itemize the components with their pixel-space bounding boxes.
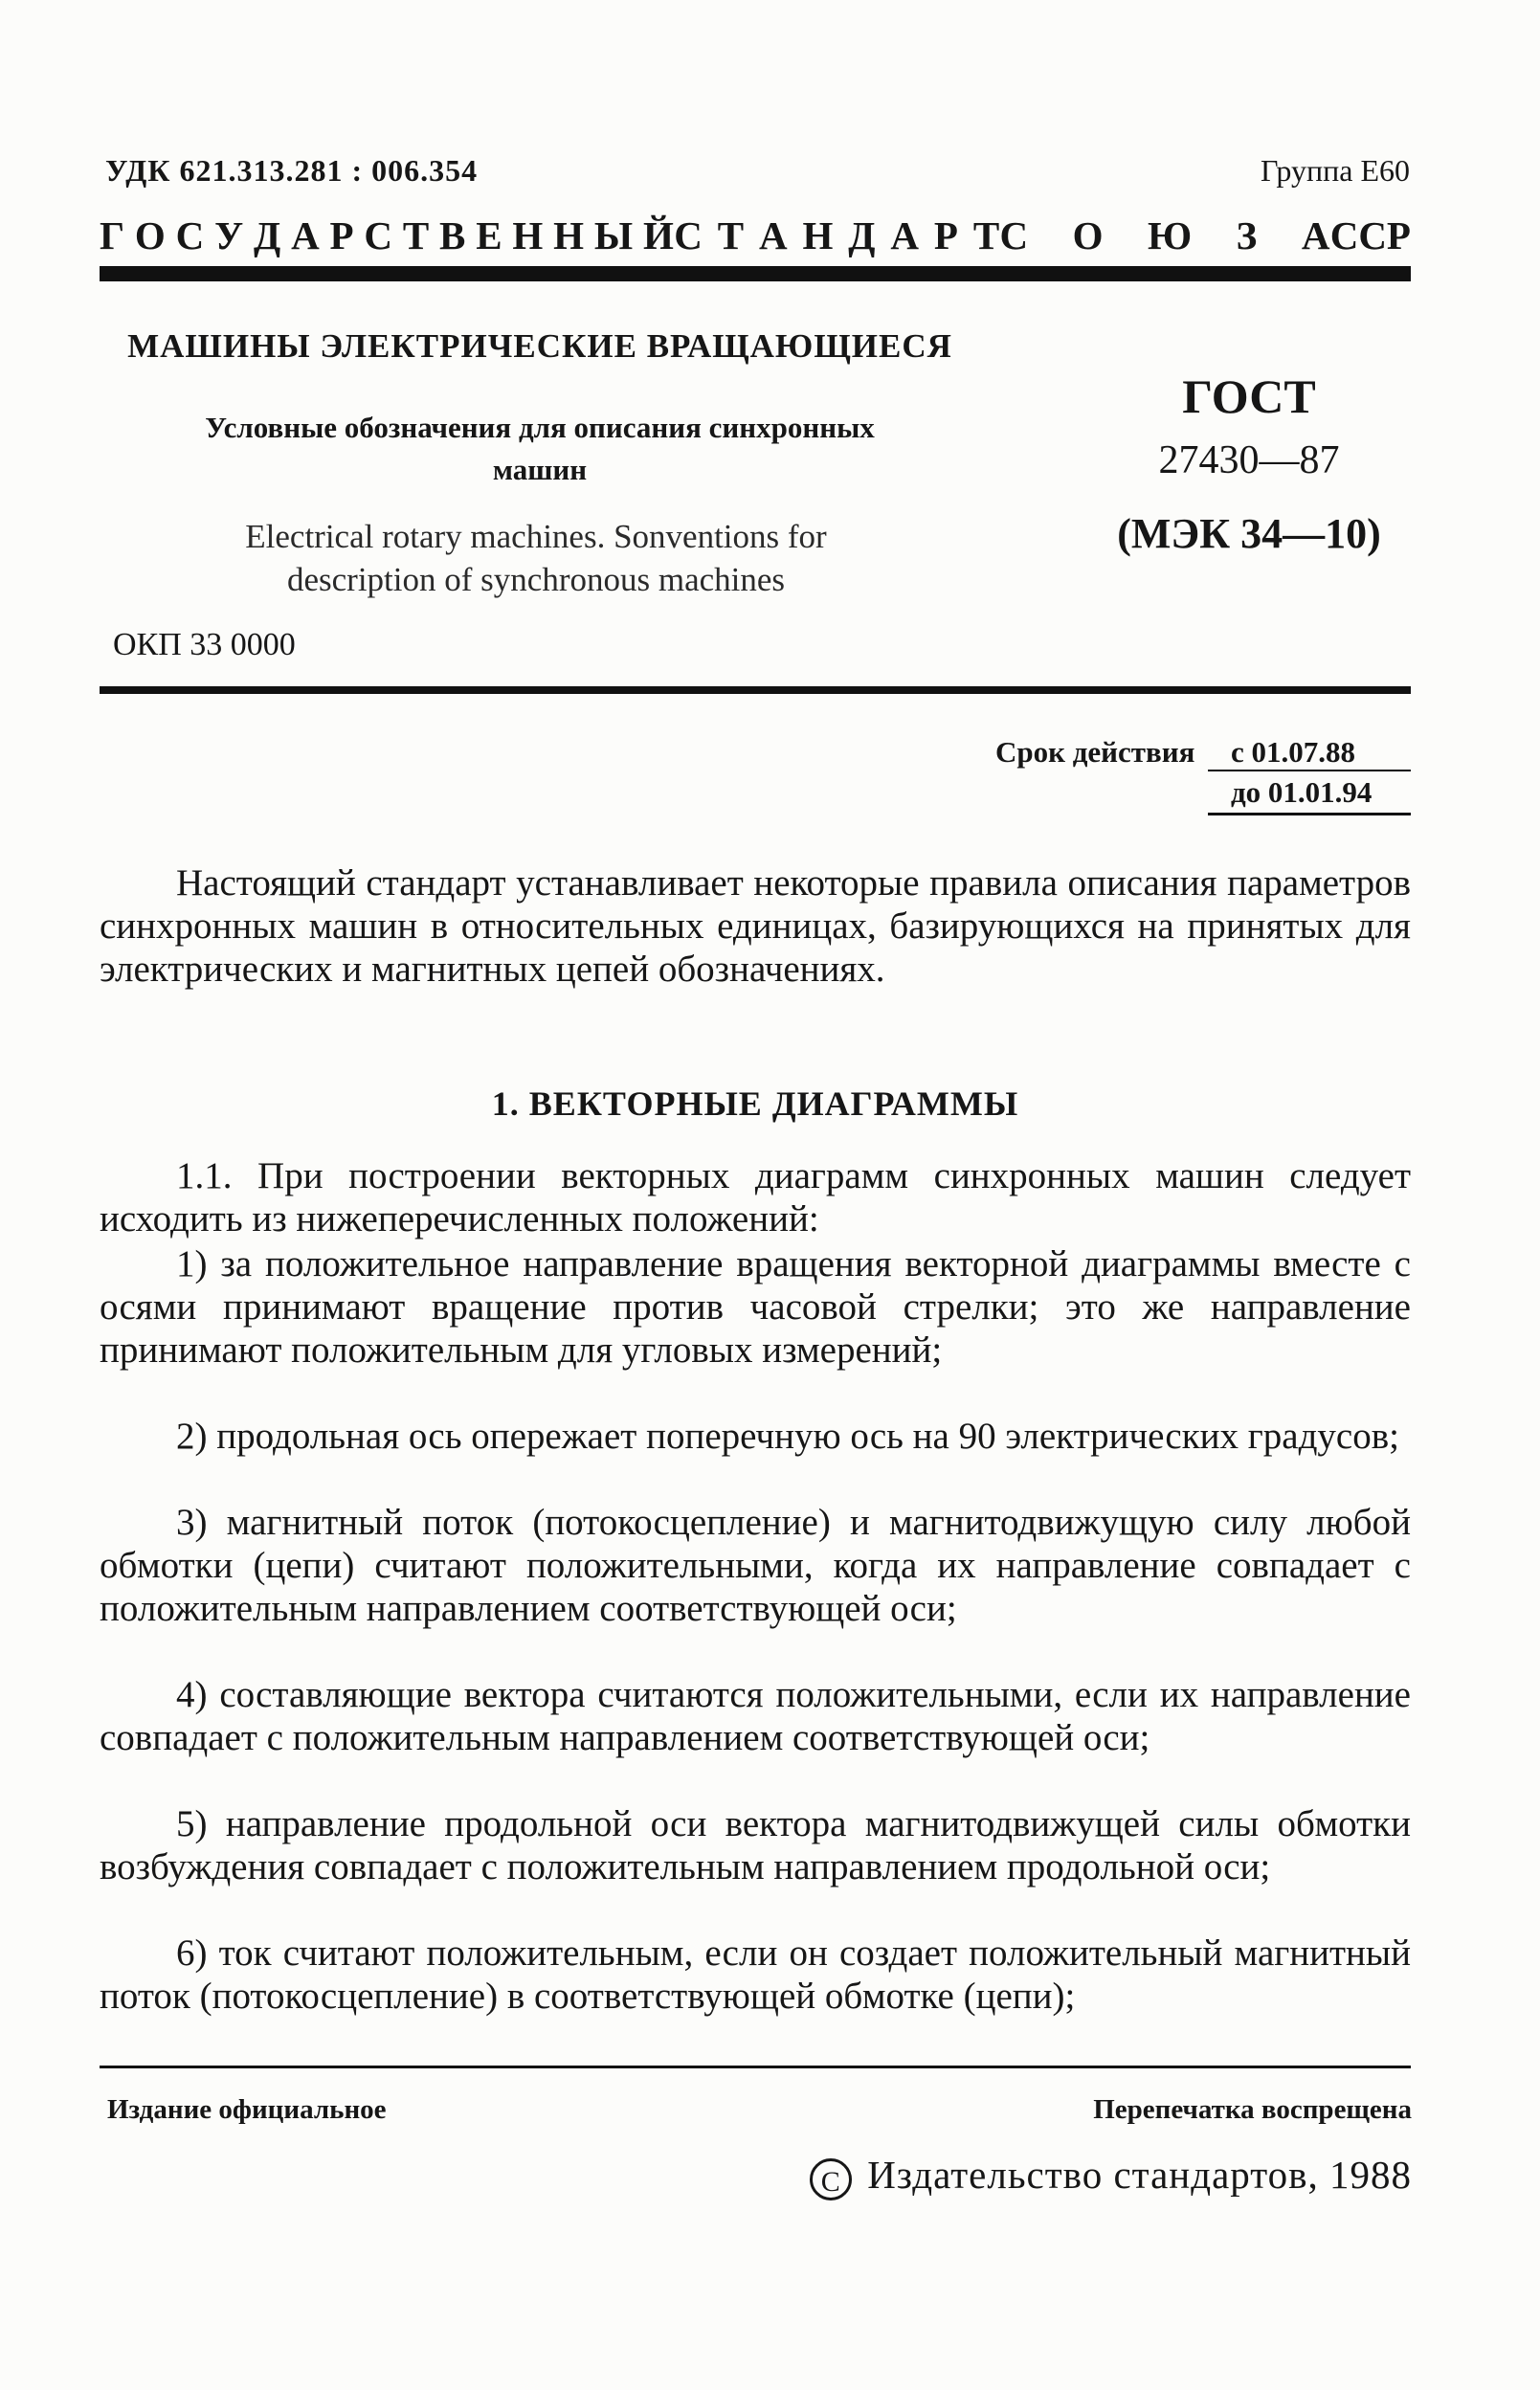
heading-letter: Р: [1386, 213, 1411, 257]
state-standard-heading: [100, 212, 1411, 258]
list-item: 2) продольная ось опережает поперечную ось на 90 электрических градусов;: [176, 1416, 1399, 1457]
heading-letter: Т: [402, 213, 430, 257]
footer-rule: [100, 2066, 1411, 2068]
heading-letter: Г: [100, 213, 125, 257]
validity-to: до 01.01.94: [1231, 775, 1373, 809]
document-subtitle: Условные обозначения для описания синхронных машин: [205, 411, 875, 486]
heading-letter: Е: [476, 213, 502, 257]
heading-letter: Р: [329, 213, 354, 257]
iec-reference: (МЭК 34—10): [1117, 510, 1381, 557]
reprint-prohibited-note: Перепечатка воспрещена: [1093, 2094, 1412, 2125]
heading-letter: Й: [642, 213, 674, 257]
english-title: Electrical rotary machines. Sonventions for description of synchronous machines: [245, 518, 827, 598]
list-item: 5) направление продольной оси вектора магнитодвижущей силы обмотки возбуждения совпадает с положительным направлением продольной оси;: [100, 1803, 1411, 1887]
udk-code: УДК 621.313.281 : 006.354: [105, 153, 479, 188]
heading-letter: А: [890, 213, 919, 257]
copyright-text: Издательство стандартов, 1988: [867, 2153, 1412, 2197]
validity-underline: [1208, 770, 1411, 771]
heading-letter: А: [1301, 213, 1330, 257]
heading-letter: О: [134, 213, 166, 257]
heading-word-1: [100, 212, 674, 258]
heading-letter: Т: [972, 213, 1000, 257]
heading-letter: З: [1236, 213, 1258, 257]
clause-1-1: 1.1. При построении векторных диаграмм синхронных машин следует исходить из нижеперечисленных положений:: [100, 1155, 1411, 1240]
section-heading: 1. ВЕКТОРНЫЕ ДИАГРАММЫ: [491, 1084, 1019, 1123]
okp-code: ОКП 33 0000: [113, 627, 296, 662]
heading-letter: С: [175, 213, 205, 257]
heading-letter: А: [758, 213, 788, 257]
heading-letter: Н: [802, 213, 834, 257]
heading-letter: С: [674, 213, 703, 257]
list-item: 6) ток считают положительным, если он создает положительный магнитный поток (потокосцепление) в соответствующей обмотке (цепи);: [100, 1932, 1411, 2017]
copyright-line: [810, 2152, 1412, 2200]
heading-word-3: [999, 212, 1329, 258]
list-item: 3) магнитный поток (потокосцепление) и магнитодвижущую силу любой обмотки (цепи) считают положительными, когда их направление совпадает с положительным направлением соответствующей оси;: [100, 1502, 1411, 1629]
heading-letter: А: [291, 213, 320, 257]
heading-letter: Т: [717, 213, 745, 257]
heading-letter: Ы: [593, 213, 634, 257]
heading-letter: С: [364, 213, 392, 257]
heading-letter: С: [999, 213, 1029, 257]
heading-letter: В: [439, 213, 466, 257]
heading-letter: С: [1358, 213, 1387, 257]
validity-underline: [1208, 813, 1411, 815]
gost-number: 27430—87: [1158, 438, 1340, 482]
document-title: МАШИНЫ ЭЛЕКТРИЧЕСКИЕ ВРАЩАЮЩИЕСЯ: [127, 327, 952, 365]
heading-letter: О: [1072, 213, 1104, 257]
heading-letter: Н: [553, 213, 585, 257]
heading-letter: Д: [254, 213, 281, 257]
header-rule: [100, 266, 1411, 281]
validity-from: с 01.07.88: [1231, 735, 1356, 769]
list-item: 1) за положительное направление вращения векторной диаграммы вместе с осями принимают вращение против часовой стрелки; это же направление принимают положительным для угловых измерений;: [100, 1243, 1411, 1371]
heading-letter: У: [214, 213, 244, 257]
copyright-icon: C: [810, 2158, 852, 2200]
group-code: Группа Е60: [1260, 153, 1410, 188]
heading-letter: С: [1329, 213, 1359, 257]
gost-label: ГОСТ: [1182, 369, 1316, 423]
heading-word-4: [1330, 212, 1411, 258]
validity-label: Срок действия: [995, 735, 1195, 769]
title-rule: [100, 686, 1411, 694]
heading-word-2: [674, 212, 999, 258]
heading-letter: Н: [512, 213, 544, 257]
heading-letter: Р: [933, 213, 958, 257]
list-item: 4) составляющие вектора считаются положительными, если их направление совпадает с положительным направлением соответствующей оси;: [100, 1674, 1411, 1758]
official-edition-note: Издание официальное: [107, 2094, 387, 2125]
heading-letter: Д: [848, 213, 876, 257]
intro-paragraph: Настоящий стандарт устанавливает некоторые правила описания параметров синхронных машин в относительных единицах, базирующихся на принятых для электрических и магнитных цепей обозначениях.: [100, 862, 1411, 990]
heading-letter: Ю: [1147, 213, 1193, 257]
